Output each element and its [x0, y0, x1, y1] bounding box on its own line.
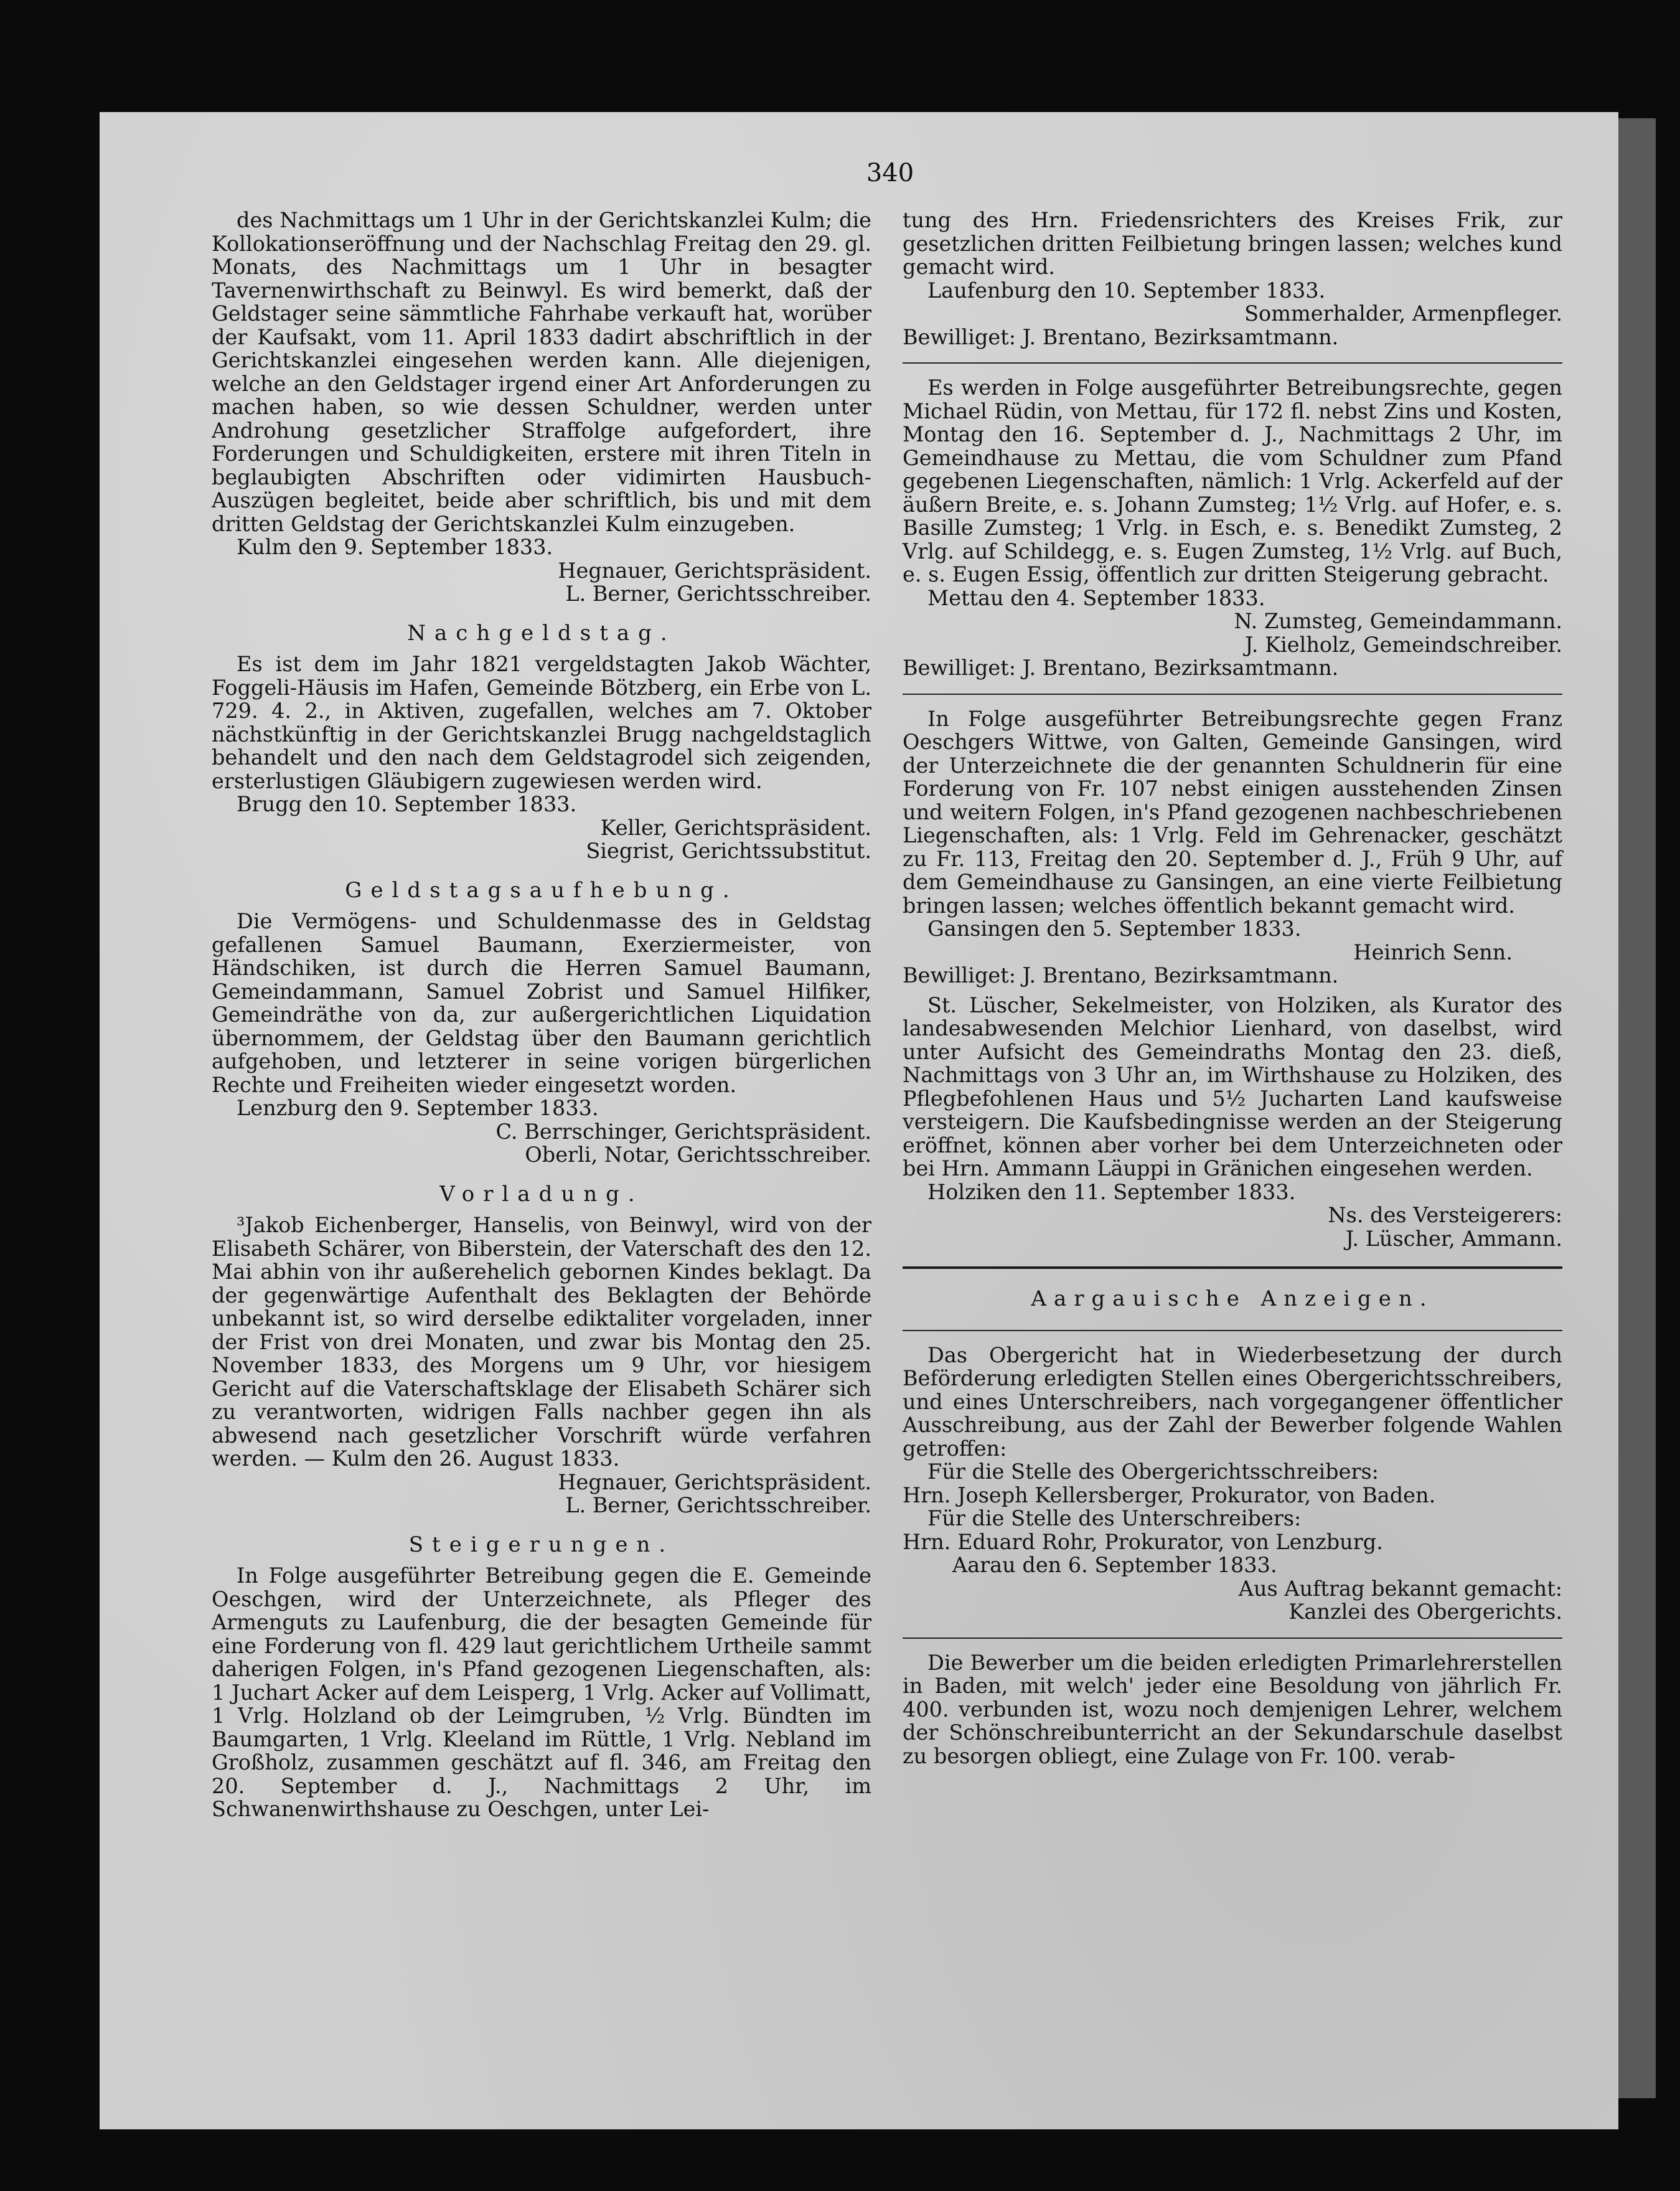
signature: L. Berner, Gerichtsschreiber. [565, 582, 871, 606]
approval-line: Bewilliget: J. Brentano, Bezirksamtmann. [903, 324, 1339, 349]
notice-paragraph: tung des Hrn. Friedensrichters des Kreises Frik, zur gesetzlichen dritten Feilbietung bringen lassen; welches kund gemacht wird. [903, 208, 1562, 279]
dateline: Brugg den 10. September 1833. [237, 792, 577, 816]
notice-paragraph: St. Lüscher, Sekelmeister, von Holziken, als Kurator des landesabwesenden Melchior Lienhard, von daselbst, wird unter Aufsicht des Gemeindraths Montag den 23. dieß, Nachmittags von 3 Uhr an, im Wirthshause zu Holziken, des Pflegbefohlenen Haus und 5½ Jucharten Land kaufsweise versteigern. Die Kaufsbedingnisse werden an der Steigerung eröffnet, können aber vorher bei dem Unterzeichneten oder bei Hrn. Ammann Läuppi in Gränichen eingesehen werden. [903, 992, 1562, 1180]
section-rule [903, 1266, 1562, 1269]
signature: Sommerhalder, Armenpfleger. [1244, 301, 1562, 326]
notice-paragraph: In Folge ausgeführter Betreibung gegen die E. Gemeinde Oeschgen, wird der Unterzeichnete, als Pfleger des Armenguts zu Laufenburg, die der besagten Gemeinde für eine Forderung von fl. 429 laut gerichtlichem Urtheile sammt daherigen Folgen, in's Pfand gezogenen Liegenschaften, als: 1 Juchart Acker auf dem Leisperg, 1 Vrlg. Acker auf Vollimatt, 1 Vrlg. Holzland ob der Leimgruben, ½ Vrlg. Bündten im Baumgarten, 1 Vrlg. Kleeland im Rüttle, 1 Vrlg. Nebland im Großholz, zusammen geschätzt auf fl. 346, am Freitag den 20. September d. J., Nachmittags 2 Uhr, im Schwanenwirthshause zu Oeschgen, unter Lei- [212, 1563, 871, 1821]
page-edge-shadow [1618, 118, 1656, 2098]
notice-paragraph: Das Obergericht hat in Wiederbesetzung der durch Beförderung erledigten Stellen eines Obergerichtsschreibers, und eines Unterschreibers, nach vorgegangener öffentlicher Ausschreibung, aus der Zahl der Bewerber folgende Wahlen getroffen: [903, 1342, 1562, 1461]
dateline: Kulm den 9. September 1833. [237, 535, 553, 559]
notice-paragraph: Es werden in Folge ausgeführter Betreibungsrechte, gegen Michael Rüdin, von Mettau, für 172 fl. nebst Zins und Kosten, Montag den 16. September d. J., Nachmittags 2 Uhr, im Gemeindhause zu Mettau, die vom Schuldner zum Pfand gegebenen Liegenschaften, nämlich: 1 Vrlg. Ackerfeld auf der äußern Breite, e. s. Johann Zumsteg; 1½ Vrlg. auf Hofer, e. s. Basille Zumsteg; 1 Vrlg. in Esch, e. s. Benedikt Zumsteg, 2 Vrlg. auf Schildegg, e. s. Eugen Zumsteg, 1½ Vrlg. auf Buch, e. s. Eugen Essig, öffentlich zur dritten Steigerung gebracht. [903, 375, 1562, 587]
signature: Keller, Gerichtspräsident. [600, 815, 871, 840]
signature: J. Lüscher, Ammann. [1345, 1226, 1562, 1251]
dateline: Holziken den 11. September 1833. [927, 1179, 1296, 1204]
signature: Hegnauer, Gerichtspräsident. [558, 1469, 871, 1494]
divider [903, 362, 1562, 364]
signature: Ns. des Versteigerers: [1328, 1203, 1562, 1227]
signature: Aus Auftrag bekannt gemacht: [1238, 1576, 1562, 1601]
dateline: Mettau den 4. September 1833. [927, 585, 1265, 610]
text-line: Hrn. Joseph Kellersberger, Prokurator, von Baden. [903, 1482, 1436, 1507]
section-heading-vorladung: Vorladung. [439, 1181, 644, 1207]
signature: J. Kielholz, Gemeindschreiber. [1244, 632, 1562, 657]
text-line: Für die Stelle des Unterschreibers: [927, 1506, 1302, 1530]
notice-paragraph: In Folge ausgeführter Betreibungsrechte gegen Franz Oeschgers Wittwe, von Galten, Gemeinde Gansingen, wird der Unterzeichnete die der genannten Schuldnerin für eine Forderung von Fr. 107 nebst einigen ausstehenden Zinsen und weitern Folgen, in's Pfand gezogenen nachbeschriebenen Liegenschaften, als: 1 Vrlg. Feld im Gehrenacker, geschätzt zu Fr. 113, Freitag den 20. September d. J., Früh 9 Uhr, auf dem Gemeindhause zu Gansingen, an eine vierte Feilbietung bringen lassen; welches öffentlich bekannt gemacht wird. [903, 706, 1562, 918]
text-line: Hrn. Eduard Rohr, Prokurator, von Lenzburg. [903, 1529, 1383, 1554]
section-heading-steigerungen: Steigerungen. [408, 1532, 675, 1557]
approval-line: Bewilliget: J. Brentano, Bezirksamtmann. [903, 656, 1339, 680]
section-heading-geldstagsaufhebung: Geldstagsaufhebung. [345, 877, 738, 903]
konkurs-paragraph: des Nachmittags um 1 Uhr in der Gerichtskanzlei Kulm; die Kollokationseröffnung und der Nachschlag Freitag den 29. gl. Monats, des Nachmittags um 1 Uhr in besagter Tavernenwirthschaft zu Beinwyl. Es wird bemerkt, daß der Geldstager seine sämmtliche Fahrhabe verkauft hat, worüber der Kaufsakt, vom 11. April 1833 dadirt abschriftlich in der Gerichtskanzlei eingesehen werden kann. Alle diejenigen, welche an den Geldstager irgend einer Art Anforderungen zu machen haben, so wie dessen Schuldner, werden unter Androhung gesetzlicher Straffolge aufgefordert, ihre Forderungen und Schuldigkeiten, erstere mit ihren Titeln in beglaubigten Abschriften oder vidimirten Hausbuch-Auszügen begleitet, beide aber schriftlich, bis und mit dem dritten Geldstag der Gerichtskanzlei Kulm einzugeben. [212, 208, 871, 536]
notice-paragraph: Es ist dem im Jahr 1821 vergeldstagten Jakob Wächter, Foggeli-Häusis im Hafen, Gemeinde Bötzberg, ein Erbe von L. 729. 4. 2., in Aktiven, zugefallen, welches am 7. Oktober nächstkünftig in der Gerichtskanzlei Brugg nachgeldstaglich behandelt und den nach dem Geldstagrodel sich zeigenden, ersterlustigen Gläubigern zugewiesen werden wird. [212, 652, 871, 793]
section-heading-nachgeldstag: Nachgeldstag. [407, 620, 676, 646]
divider [903, 694, 1562, 695]
signature: L. Berner, Gerichtsschreiber. [565, 1493, 871, 1517]
text-line: Für die Stelle des Obergerichtsschreibers: [927, 1459, 1379, 1484]
signature: Siegrist, Gerichtssubstitut. [586, 839, 871, 863]
dateline: Lenzburg den 9. September 1833. [237, 1096, 599, 1120]
approval-line: Bewilliget: J. Brentano, Bezirksamtmann. [903, 963, 1339, 987]
notice-paragraph: ³Jakob Eichenberger, Hanselis, von Beinwyl, wird von der Elisabeth Schärer, von Biberstein, der Vaterschaft des den 12. Mai abhin von ihr außerehelich gebornen Kindes beklagt. Da der gegenwärtige Aufenthalt des Beklagten der Behörde unbekannt ist, so wird derselbe ediktaliter vorgeladen, inner der Frist von drei Monaten, und zwar bis Montag den 25. November 1833, des Morgens um 9 Uhr, vor hiesigem Gericht auf die Vaterschaftsklage der Elisabeth Schärer sich zu verantworten, widrigen Falls nachber gegen ihn als abwesend nach gesetzlicher Vorschrift würde verfahren werden. — Kulm den 26. August 1833. [212, 1213, 871, 1471]
signature: Heinrich Senn. [1353, 940, 1513, 964]
divider [903, 1330, 1562, 1331]
signature: Kanzlei des Obergerichts. [1288, 1600, 1562, 1624]
signature: C. Berrschinger, Gerichtspräsident. [495, 1119, 871, 1144]
dateline: Aarau den 6. September 1833. [952, 1553, 1277, 1577]
page-number: 340 [866, 159, 914, 187]
dateline: Laufenburg den 10. September 1833. [927, 278, 1326, 303]
signature: Hegnauer, Gerichtspräsident. [558, 558, 871, 583]
signature: N. Zumsteg, Gemeindammann. [1234, 609, 1562, 633]
signature: Oberli, Notar, Gerichtsschreiber. [525, 1143, 871, 1167]
left-column [212, 209, 871, 1821]
divider [903, 1637, 1562, 1639]
dateline: Gansingen den 5. September 1833. [927, 916, 1302, 941]
section-heading-aargauische-anzeigen: Aargauische Anzeigen. [1031, 1286, 1434, 1311]
notice-paragraph: Die Vermögens- und Schuldenmasse des in Geldstag gefallenen Samuel Baumann, Exerziermeister, von Händschiken, ist durch die Herren Samuel Baumann, Gemeindammann, Samuel Zobrist und Samuel Hilfiker, Gemeindräthe von da, zur außergerichtlichen Liquidation übernommem, der Geldstag über den Baumann gerichtlich aufgehoben, und letzterer in seine vorigen bürgerlichen Rechte und Freiheiten wieder eingesetzt worden. [212, 909, 871, 1097]
right-column [903, 209, 1562, 1768]
notice-paragraph: Die Bewerber um die beiden erledigten Primarlehrerstellen in Baden, mit welch' jeder eine Besoldung von jährlich Fr. 400. verbunden ist, wozu noch demjenigen Lehrer, welchem der Schönschreibunterricht an der Sekundarschule daselbst zu besorgen obliegt, eine Zulage von Fr. 100. verab- [903, 1650, 1562, 1768]
